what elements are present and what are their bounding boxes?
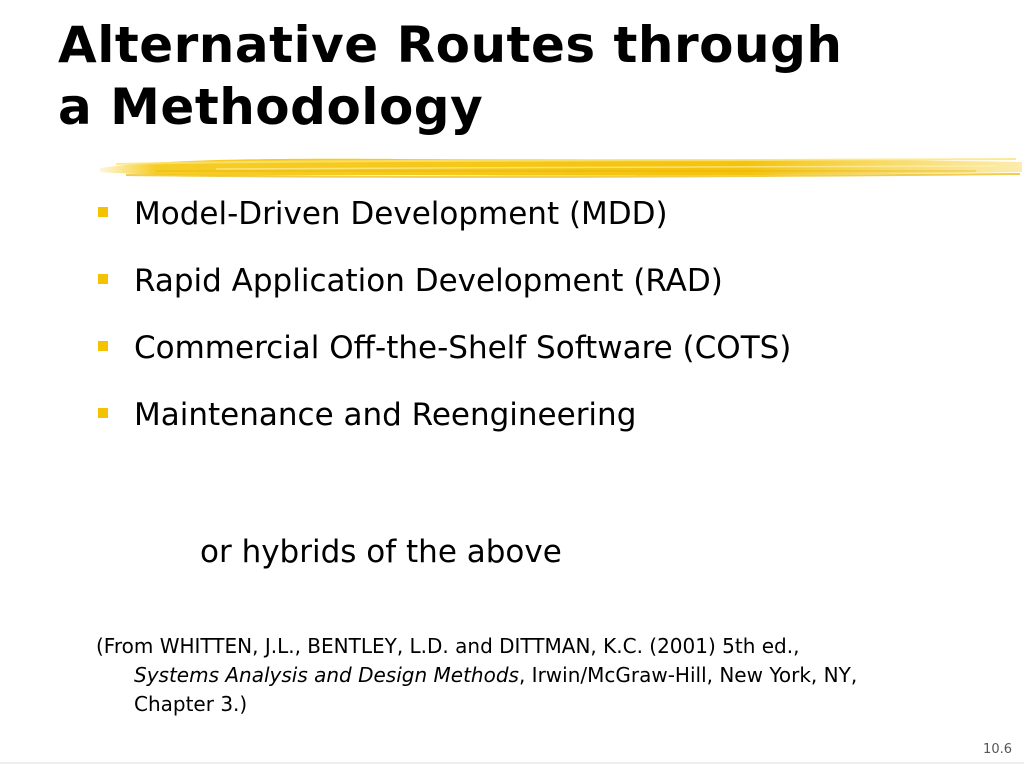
title-underline-brush: [96, 150, 1024, 186]
bullet-item: [96, 192, 996, 259]
slide-number: 10.6: [983, 742, 1012, 757]
bullet-text: Commercial Off-the-Shelf Software (COTS): [134, 330, 792, 366]
citation-line-3: Chapter 3.): [134, 692, 248, 716]
slide-title: [58, 14, 998, 138]
bottom-divider: [0, 762, 1024, 764]
citation-publisher: , Irwin/McGraw-Hill, New York, NY,: [518, 663, 858, 687]
citation: [96, 632, 996, 719]
bullet-text: Model-Driven Development (MDD): [134, 196, 668, 232]
square-bullet-icon: [98, 408, 108, 418]
bullet-text: Maintenance and Reengineering: [134, 397, 637, 433]
square-bullet-icon: [98, 207, 108, 217]
citation-line-2: [96, 661, 996, 690]
slide-title-line-1: Alternative Routes through: [58, 16, 843, 74]
bullet-text: Rapid Application Development (RAD): [134, 263, 723, 299]
bullet-item: [96, 259, 996, 326]
bullet-list: [96, 192, 996, 460]
bullet-item: [96, 393, 996, 460]
bullet-item: [96, 326, 996, 393]
slide-title-line-2: a Methodology: [58, 78, 484, 136]
square-bullet-icon: [98, 341, 108, 351]
citation-line-1: (From WHITTEN, J.L., BENTLEY, L.D. and DITTMAN, K.C. (2001) 5th ed.,: [96, 634, 800, 658]
hybrids-note: or hybrids of the above: [200, 534, 562, 570]
citation-book-title: Systems Analysis and Design Methods: [134, 663, 519, 687]
square-bullet-icon: [98, 274, 108, 284]
